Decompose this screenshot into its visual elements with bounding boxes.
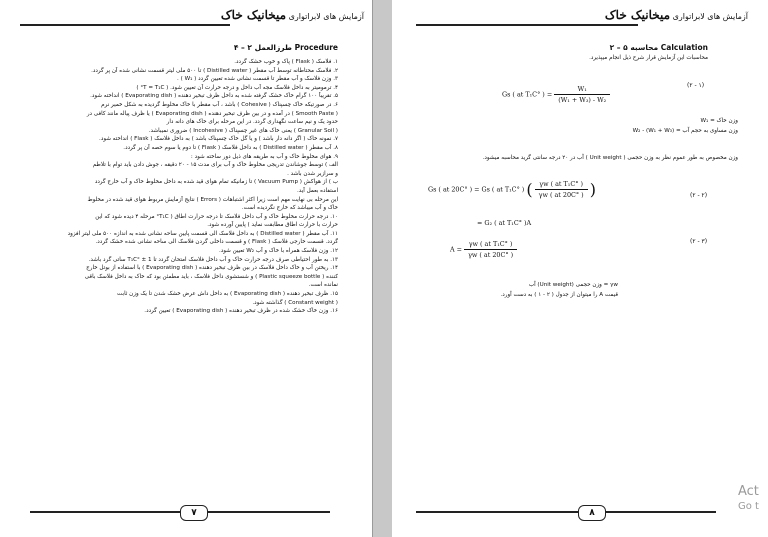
left-page-number: ۷ bbox=[180, 505, 208, 521]
procedure-step-line: ۸. آب مقطر ( Distilled water ) به داخل فلاسک ( Flask ) تا دوم یا سوم حصه آن پر گردد. bbox=[123, 144, 338, 151]
windows-activation-watermark bbox=[738, 484, 766, 512]
right-footer bbox=[416, 505, 716, 519]
equation-2-1 bbox=[502, 85, 610, 104]
right-header-small: آزمایش های لابراتواری bbox=[672, 12, 748, 21]
procedure-step-line: نمانده است. bbox=[308, 282, 338, 289]
procedure-step-line: حدود یک و نیم ساعت نگهداری گردد. در این مرحله برای خاک های دانه دار bbox=[166, 119, 338, 126]
procedure-step-line: ( Granular Soil ) یعنی خاک های غیر چسپناک ( Incohesive ) ضروری نمیباشد. bbox=[148, 127, 338, 134]
right-header-rule bbox=[416, 24, 638, 26]
eq2-continuation: = G₂ ( at T₁C° )A bbox=[477, 219, 532, 227]
eq1-number: (۲ - ۱) bbox=[687, 82, 705, 89]
table-reference-note: قیمت A را میتوان از جدول ( ۲ - ۱ ) به دست آورد. bbox=[500, 292, 618, 298]
procedure-steps bbox=[28, 58, 338, 316]
procedure-step-line: ۱۴. ریختن آب و خاک داخل فلاسک در بین ظرف تبخیر دهنده ( Evaporating dish ) با استفاده از بوتل خارج bbox=[86, 265, 338, 272]
procedure-step-line: الف ) توسط جوشاندن تدریجی مخلوط خاک و آب برای مدت ۱۵ - ۲۰ دقیقه ، جوش دادن باید توام با تلاطم bbox=[92, 162, 338, 169]
procedure-step-line: ۵. تقریباً ۱۰۰ گرام خاک خشک گرفته شده به داخل ظرف تبخیر دهنده ( Evaporating dish ) انداخته شود. bbox=[90, 93, 338, 100]
procedure-step-line: ب ) از هواکش ( Vacuum Pump ) تا زمانیکه تمام هوای قید شده به داخل مخلوط خاک و آب خارج گردد bbox=[94, 179, 338, 186]
eq2-fraction bbox=[535, 180, 588, 199]
left-page-header bbox=[221, 8, 364, 22]
procedure-step-line: گردد. قسمت خارجی فلاسک ( Flask ) و قسمت داخلی گردن فلاسک الی ساحه نشانی شده خشک گردد. bbox=[95, 239, 338, 246]
procedure-step-line: ۱۲. وزن فلاسک همراه با خاک و آب W₂ تعیین شود. bbox=[218, 248, 338, 255]
right-page-number: ۸ bbox=[578, 505, 606, 521]
gamma-w-note: γw = وزن حجمی (Unit weight) آب bbox=[528, 282, 618, 288]
procedure-step-line: کننده ( Plastic squeeze bottle ) و شستشوی داخل فلاسک ، باید مطمئن بود که خاک به داخل فلاسک باقی bbox=[84, 273, 338, 280]
eq1-denominator: (W₁ + W₃) - W₂ bbox=[558, 96, 607, 104]
eq3-number: (۲ - ۳) bbox=[690, 238, 708, 245]
procedure-step-line: ( Smooth Paste ) در آمده و در بین ظرف تبخیر دهنده ( Evaporating dish ) یا ظرف پیاله مانند کافی در bbox=[86, 110, 338, 117]
procedure-step-line: ۳. وزن فلاسک و آب مقطر تا قسمت نشانی شده تعیین گردد ( W₁ ) . bbox=[177, 76, 338, 83]
procedure-step-line: ۲. فلاسک محتاطانه توسط آب مقطر ( Distilled water ) تا ۵۰۰ ملی لیتر قسمت نشانی شده آن پر گردد. bbox=[91, 67, 338, 74]
procedure-step-line: خاک و آب میباشد که خارج نگردیده است. bbox=[241, 205, 338, 212]
eq2-open-paren: ( bbox=[526, 180, 533, 199]
procedure-step-line: و سرازیر شدن باشد . bbox=[287, 170, 338, 177]
calculation-intro: محاسبات این آزمایش قرار شرح ذیل انجام میپذیرد. bbox=[589, 55, 708, 61]
eq1-fraction bbox=[554, 85, 610, 104]
watermark-line-1: Act bbox=[738, 484, 759, 499]
left-header-rule bbox=[20, 24, 230, 26]
procedure-step-line: ۹. هوای مخلوط خاک و آب به طریقه های ذیل دور ساخته شود : bbox=[190, 153, 338, 160]
procedure-heading: ۴ – ۲ طرزالعمل Procedure bbox=[233, 43, 338, 52]
procedure-step-line: ۶. در صورتیکه خاک چسپناک ( Cohesive ) باشد ، آب مقطر با خاک مخلوط گردیده به شکل خمیر نرم bbox=[101, 101, 338, 108]
eq3-fraction bbox=[464, 240, 517, 259]
eq2-denominator: γw ( at 20C° ) bbox=[538, 191, 584, 199]
right-header-big: میخانیک خاک bbox=[604, 8, 671, 22]
definition-2: وزن مساوی به حجم آب = (W₁ + W₃) - W₂ bbox=[632, 128, 738, 134]
left-header-small: آزمایش های لابراتواری bbox=[288, 12, 364, 21]
procedure-step-line: ۱۰. درجه حرارت مخلوط خاک و آب داخل فلاسک تا درجه حرارت اطاق ( T₁C° مرحله ۴ دیده شود که این bbox=[95, 213, 338, 220]
eq3-numerator: γw ( at T₁C° ) bbox=[464, 240, 517, 250]
watermark-line-2: Go t bbox=[738, 501, 759, 512]
procedure-step-line: ۱۳. به طور احتیاطی صرف درجه حرارت خاک و آب داخل فلاسک امتحان گردد تا T₁C° ± 1 ساتی گرد باشد. bbox=[88, 256, 338, 263]
procedure-step-line: ۱. فلاسک ( Flask ) پاک و خوب خشک گردد. bbox=[234, 59, 338, 65]
procedure-step-line: این مرحله بی نهایت مهم است زیرا اکثر اشتباهات ( Errors ) نتایج آزمایش مربوط هوای قید شده در مخلوط bbox=[87, 196, 338, 203]
left-header-big: میخانیک خاک bbox=[220, 8, 287, 22]
eq3-denominator: γw ( at 20C° ) bbox=[468, 251, 514, 259]
procedure-step-line: حرارت با حرارت اطاق مطابقت نماید ) پایین آورده شود. bbox=[207, 222, 338, 229]
procedure-step-line: ۷. نمونه خاک ( اگر دانه دار باشد ) و یا گل خاک چسپناک باشد ) به داخل فلاسک ( Flask ) انداخته شود. bbox=[99, 136, 338, 143]
right-page-header bbox=[605, 8, 748, 22]
calculation-heading: ۲ – ۵ محاسبه Calculation bbox=[609, 43, 708, 52]
unit-weight-paragraph: وزن مخصوص به طور عموم نظر به وزن حجمی ( Unit weight ) آب در ۲۰ درجه سانتی گرید محاسبه میشود. bbox=[482, 155, 738, 161]
eq2-close-paren: ) bbox=[589, 180, 596, 199]
eq2-numerator: γw ( at T₁C° ) bbox=[535, 180, 588, 190]
right-footer-rule bbox=[416, 511, 716, 513]
eq2-lhs: Gs ( at 20C° ) = Gs ( at T₁C° ) bbox=[428, 185, 525, 194]
procedure-step-line: ۱۶. وزن خاک خشک شده در ظرف تبخیر دهنده ( Evaporating dish ) تعیین گردد. bbox=[144, 308, 338, 315]
procedure-step-line: ۱۵. ظرف تبخیر دهنده ( Evaporating dish ) به داخل داش عرض خشک شدن تا یک وزن ثابت bbox=[117, 291, 338, 298]
procedure-step-line: ( Constant weight ) گذاشته شود. bbox=[252, 299, 338, 306]
left-footer bbox=[30, 505, 330, 519]
eq1-numerator: W₁ bbox=[554, 85, 610, 95]
right-page bbox=[392, 0, 768, 537]
left-page bbox=[0, 0, 373, 537]
equation-2-2 bbox=[428, 180, 596, 199]
equation-2-3 bbox=[450, 240, 517, 259]
eq1-lhs: Gs ( at T₁C° ) = bbox=[502, 90, 553, 99]
procedure-step-line: ۱۱. آب مقطر ( Distilled water ) به داخل فلاسک الی قسمت پایین ساحه نشانی شده به اندازه ۵۰۰ ملی لیتر افزود bbox=[67, 230, 338, 237]
eq3-lhs: A = bbox=[450, 245, 463, 254]
definition-1: وزن خاک = W₁ bbox=[700, 118, 738, 124]
eq2-number: (۲ - ۲) bbox=[690, 192, 708, 199]
procedure-step-line: استفاده بعمل آید. bbox=[297, 187, 338, 194]
procedure-step-line: ۴. ترمومیتر به داخل فلاسک مجه آب داخل و درجه حرارت آن تعیین شود. ( T = T₁C° ) bbox=[136, 84, 338, 91]
